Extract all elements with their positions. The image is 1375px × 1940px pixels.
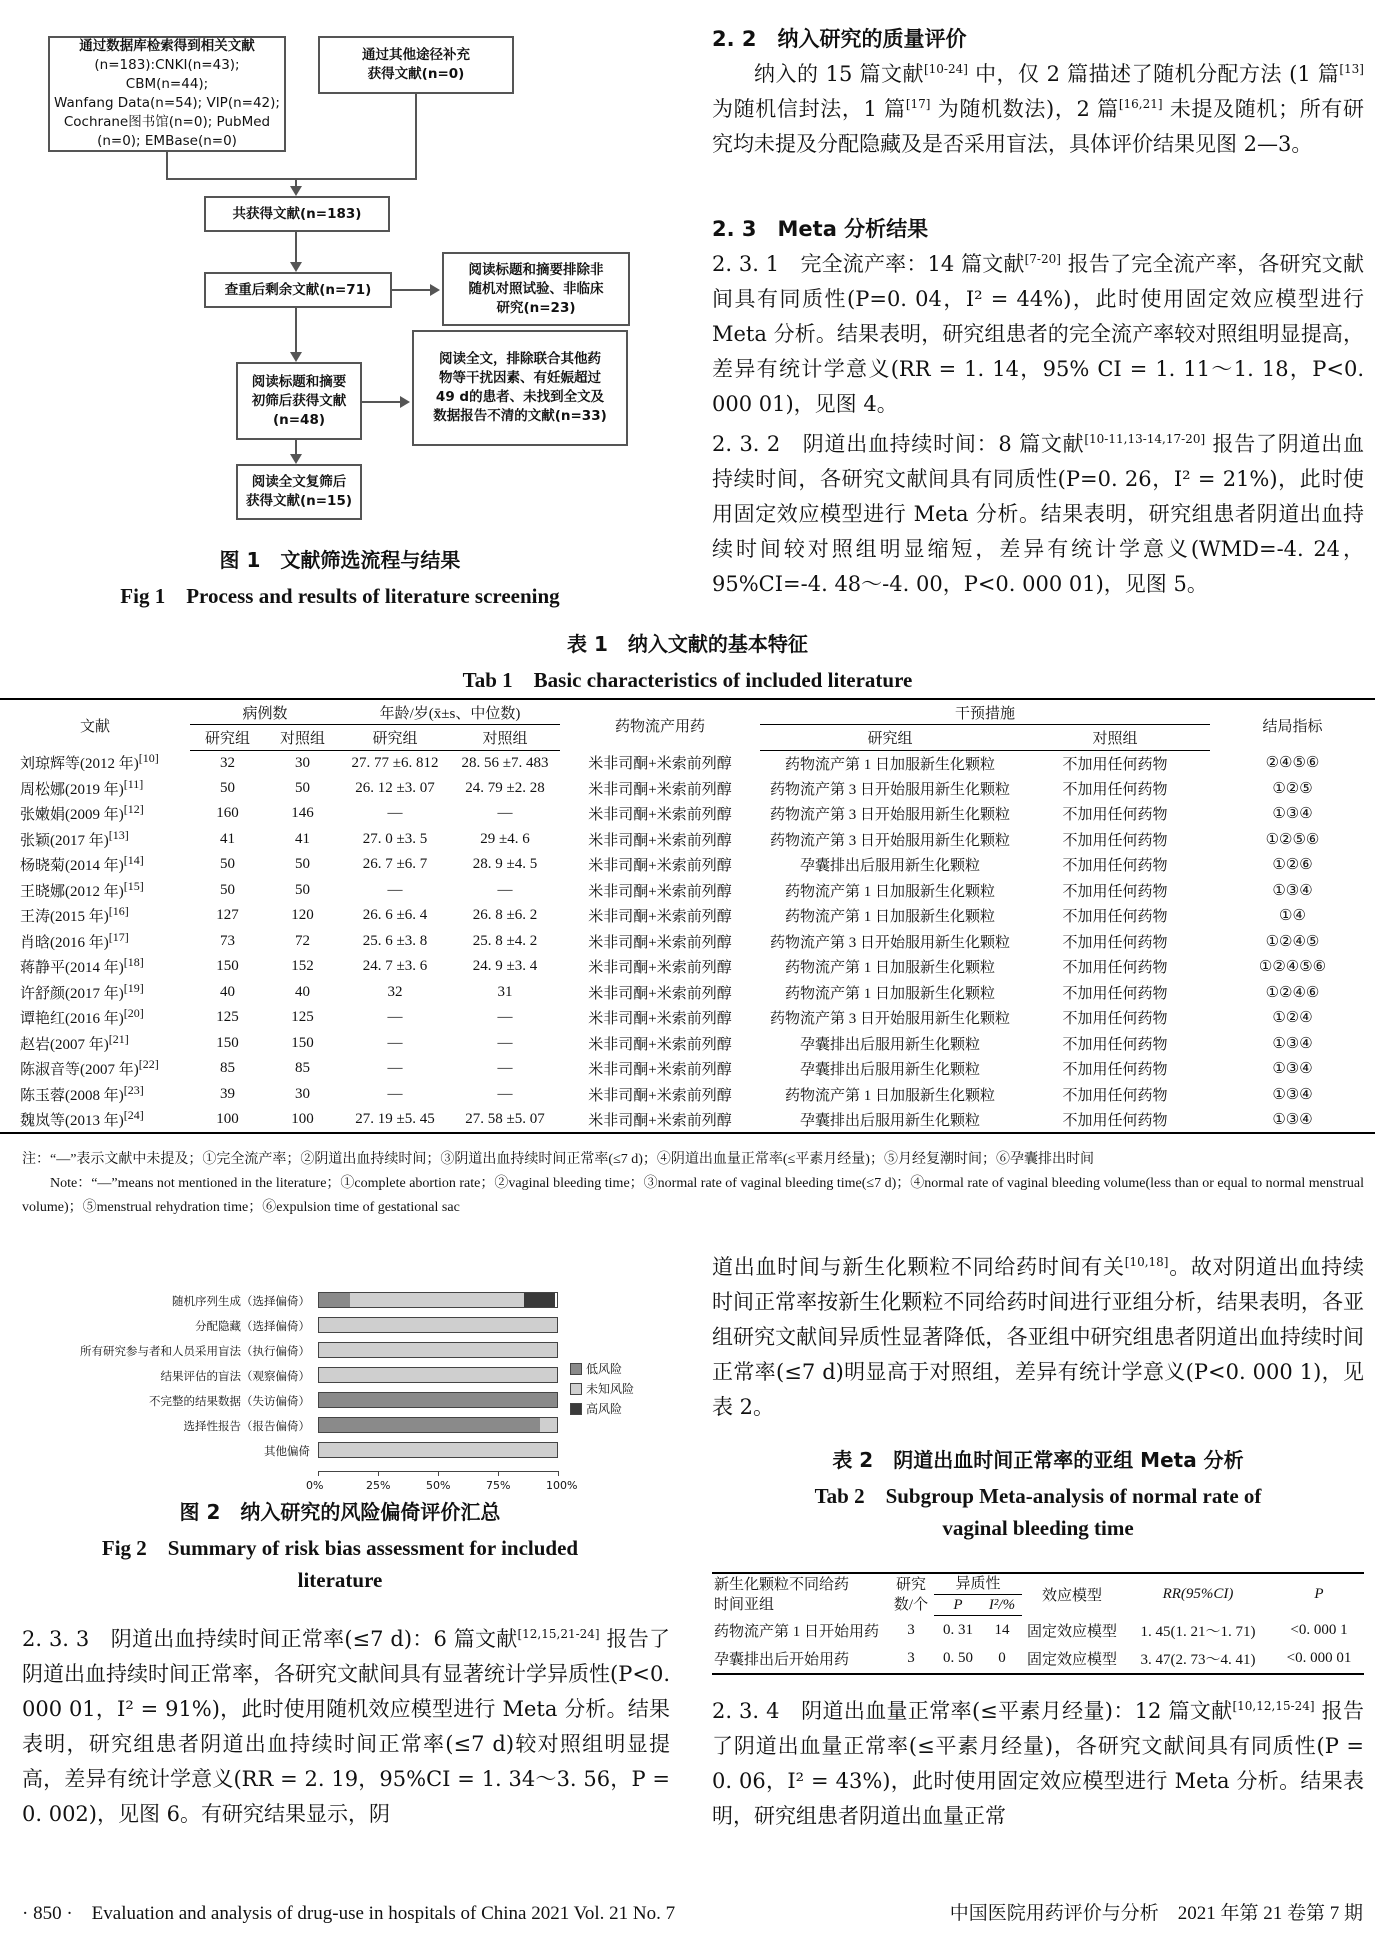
table-cell: 米非司酮+米索前列醇 (588, 1062, 732, 1079)
table-cell: 27. 77 ±6. 812 (351, 754, 439, 771)
table-cell: 50 (220, 881, 235, 898)
table-cell: 150 (291, 1034, 314, 1051)
table-cell: 米非司酮+米索前列醇 (560, 1107, 760, 1133)
table-cell: ①③④ (1272, 1086, 1313, 1103)
table-cell: 40 (295, 983, 310, 1000)
table-row (0, 1082, 1375, 1108)
table-cell: 张颖(2017 年)[13] (20, 827, 129, 849)
table-cell: 药物流产第 1 日加服新生化颗粒 (784, 960, 995, 977)
risk-category-label: 所有研究参与者和人员采用盲法（执行偏倚） (80, 1344, 310, 1358)
table-cell: 许舒颜(2017 年)[19] (20, 980, 144, 1002)
arrow-down-icon (290, 262, 302, 272)
connector-line (362, 401, 402, 403)
th-exp: 研究组 (340, 725, 450, 751)
table-cell: 谭艳红(2016 年)[20] (20, 1006, 144, 1028)
section-2-3-2-text: 2. 3. 2 阴道出血持续时间：8 篇文献[10-11,13-14,17-20] 报告了阴道出血持续时间，各研究文献间具有同质性(P=0. 26，I² = 21%)，此时使用固定效应模型进行 Meta 分析。结果表明，研究组患者阴道出血持续时间较对照组明显缩短，差异有统计学意义(WMD=-4. 24，95%CI=-4. 48～-4. 00，P<0. 000 01)，见图 5。 (712, 432, 1364, 596)
risk-category-label: 选择性报告（报告偏倚） (183, 1419, 310, 1433)
table-cell: ①④ (1279, 908, 1306, 925)
th-ctl: 对照组 (1020, 725, 1210, 751)
table-cell: ①②④ (1272, 1010, 1313, 1027)
risk-bar-segment (319, 1318, 557, 1332)
connector-line (295, 232, 297, 264)
table-cell: 孕囊排出后服用新生化颗粒 (799, 1062, 980, 1079)
table-cell: — (387, 1009, 403, 1026)
table-cell: — (497, 1085, 513, 1102)
table-cell: 24. 7 ±3. 6 (362, 958, 428, 975)
connector-line (295, 308, 297, 354)
risk-category-label: 不完整的结果数据（失访偏倚） (149, 1394, 310, 1408)
table-cell: 100 (190, 1107, 265, 1133)
table-cell: 不加用任何药物 (1062, 909, 1168, 926)
flow-text: 获得文献(n=15) (245, 493, 353, 509)
x-tick-mark (438, 1471, 439, 1476)
table-cell: ①③④ (1210, 1107, 1375, 1133)
table-cell: ②④⑤⑥ (1265, 755, 1320, 772)
table-cell: 孕囊排出后服用新生化颗粒 (799, 1036, 980, 1053)
table-cell: 不加用任何药物 (1062, 858, 1168, 875)
table-cell: 不加用任何药物 (1062, 781, 1168, 798)
flow-box-database (48, 36, 286, 152)
table-cell: 孕囊排出后开始用药 (712, 1645, 888, 1674)
table-1 (0, 698, 1375, 1134)
legend-item (570, 1380, 634, 1397)
table-cell: 27. 19 ±5. 45 (340, 1107, 450, 1133)
flow-box-exclude-2 (412, 330, 628, 446)
legend-label: 高风险 (586, 1402, 623, 1416)
th-ctl: 对照组 (265, 725, 340, 751)
x-tick-label: 100% (546, 1479, 578, 1492)
table-row (0, 878, 1375, 904)
table-cell: ①③④ (1272, 882, 1313, 899)
flow-text: 阅读全文，排除联合其他药 (439, 351, 601, 367)
section-2-2-text: 纳入的 15 篇文献[10-24] 中，仅 2 篇描述了随机分配方法 (1 篇[13] 为随机信封法，1 篇[17] 为随机数法)，2 篇[16,21] 未提及随机；所有研究均未提及分配隐藏及是否采用盲法，具体评价结果见图 2—3。 (712, 62, 1364, 156)
tab2-title-en2: vaginal bleeding time (942, 1516, 1134, 1540)
table-cell: 25. 6 ±3. 8 (362, 932, 428, 949)
risk-bar-segment (319, 1443, 557, 1457)
tab2-title-en1: Tab 2 Subgroup Meta-analysis of normal rate of (814, 1484, 1262, 1508)
table-cell: 150 (216, 958, 239, 975)
risk-bar (318, 1292, 558, 1308)
table-cell: 不加用任何药物 (1062, 985, 1168, 1002)
tab1-note-cn: 注：“—”表示文献中未提及；①完全流产率；②阴道出血持续时间；③阴道出血持续时间正常率(≤7 d)；④阴道出血量正常率(≤平素月经量)；⑤月经复潮时间；⑥孕囊排出时间 (22, 1152, 1094, 1167)
tab1-title-cn: 表 1 纳入文献的基本特征 (567, 632, 808, 656)
fig2-caption-cn: 图 2 纳入研究的风险偏倚评价汇总 (179, 1500, 501, 1524)
table-cell: ①②④⑥ (1265, 984, 1320, 1001)
table-row (0, 801, 1375, 827)
table-cell: 米非司酮+米索前列醇 (588, 1036, 732, 1053)
table-cell: 不加用任何药物 (1062, 807, 1168, 824)
flow-text: 获得文献(n=0) (367, 66, 465, 82)
table-cell: 152 (291, 958, 314, 975)
table-cell: 固定效应模型 (1026, 1623, 1117, 1640)
table-cell: 蒋静平(2014 年)[18] (20, 955, 144, 977)
x-tick-mark (558, 1471, 559, 1476)
table-cell: <0. 000 1 (1290, 1621, 1348, 1638)
table-cell: 30 (295, 754, 310, 771)
connector-line (392, 289, 432, 291)
th-age: 年龄/岁(x̄±s、中位数) (340, 699, 560, 725)
table-cell: 药物流产第 1 日加服新生化颗粒 (784, 985, 995, 1002)
table-cell: 肖晗(2016 年)[17] (20, 929, 129, 951)
th-heterogeneity: 异质性 (934, 1573, 1022, 1595)
risk-bar (318, 1342, 558, 1358)
table-2 (712, 1572, 1364, 1675)
th-count: 研究 数/个 (888, 1573, 934, 1616)
table-cell: 米非司酮+米索前列醇 (588, 934, 732, 951)
table-cell: 28. 9 ±4. 5 (472, 856, 538, 873)
section-2-3-heading: 2. 3 Meta 分析结果 (712, 217, 929, 241)
table-row (0, 954, 1375, 980)
flow-text: 阅读全文复筛后 (251, 474, 347, 490)
table-cell: 不加用任何药物 (1062, 960, 1168, 977)
table-cell: 不加用任何药物 (1020, 1107, 1210, 1133)
flow-text: 研究(n=23) (496, 299, 576, 316)
risk-category-label: 结果评估的盲法（观察偏倚） (160, 1369, 310, 1383)
flow-box-exclude-1 (442, 252, 630, 326)
table-cell: 药物流产第 1 日开始用药 (714, 1623, 880, 1640)
table-cell: 米非司酮+米索前列醇 (588, 883, 732, 900)
table-cell: 85 (220, 1060, 235, 1077)
table-cell: 29 ±4. 6 (480, 830, 530, 847)
table-cell: 27. 0 ±3. 5 (362, 830, 428, 847)
table-cell: 41 (220, 830, 235, 847)
table-cell: 146 (291, 805, 314, 822)
table-cell: 24. 79 ±2. 28 (465, 779, 545, 796)
legend-label: 低风险 (586, 1362, 623, 1376)
fig1-caption-cn: 图 1 文献筛选流程与结果 (219, 548, 461, 572)
connector-line (166, 152, 168, 178)
table-cell: 3. 47(2. 73～4. 41) (1122, 1645, 1274, 1674)
risk-bar-segment (540, 1418, 557, 1432)
th-rr: RR(95%CI) (1122, 1573, 1274, 1616)
connector-line (415, 94, 417, 178)
table-cell: 米非司酮+米索前列醇 (588, 960, 732, 977)
table-cell: 米非司酮+米索前列醇 (588, 1087, 732, 1104)
table-row (0, 1031, 1375, 1057)
flow-text: 随机对照试验、非临床 (468, 280, 604, 297)
table-cell: ①③④ (1272, 806, 1313, 823)
table-row (0, 776, 1375, 802)
table-row (0, 1107, 1375, 1133)
section-2-3-3-text: 2. 3. 3 阴道出血持续时间正常率(≤7 d)：6 篇文献[12,15,21-24] 报告了阴道出血持续时间正常率，各研究文献间具有显著统计学异质性(P<0. 000 01，I² = 91%)，此时使用随机效应模型进行 Meta 分析。结果表明，研究组患者阴道出血持续时间正常率(≤7 d)较对照组明显提高，差异有统计学意义(RR = 2. 19，95%CI = 1. 34～3. 56，P = 0. 002)，见图 6。有研究结果显示，阴 (22, 1627, 670, 1826)
legend-swatch (570, 1403, 582, 1415)
table-cell: 不加用任何药物 (1062, 1036, 1168, 1053)
flow-text: 初筛后获得文献 (251, 392, 347, 409)
table-cell: 药物流产第 3 日开始服用新生化颗粒 (769, 807, 1010, 824)
th-drug: 药物流产用药 (560, 699, 760, 750)
flow-text: 查重后剩余文献(n=71) (224, 281, 372, 298)
table-row (0, 852, 1375, 878)
x-tick-label: 50% (426, 1479, 451, 1492)
flow-text: 阅读标题和摘要 (251, 373, 347, 390)
x-tick-label: 75% (486, 1479, 511, 1492)
th-model: 效应模型 (1022, 1573, 1122, 1616)
risk-bar (318, 1367, 558, 1383)
x-tick-mark (498, 1471, 499, 1476)
connector-line (166, 178, 417, 180)
th-het-p: P (934, 1595, 982, 1616)
table-cell: 28. 56 ±7. 483 (461, 754, 549, 771)
flow-text: (n=0); EMBase(n=0) (97, 133, 237, 149)
flow-text: Wanfang Data(n=54); VIP(n=42); (54, 95, 280, 111)
table-cell: 陈玉蓉(2008 年)[23] (20, 1082, 144, 1104)
risk-bar (318, 1317, 558, 1333)
table-cell: 陈淑音等(2007 年)[22] (20, 1057, 159, 1079)
table-cell: 150 (216, 1034, 239, 1051)
table-cell: 刘琼辉等(2012 年)[10] (20, 751, 159, 773)
table-cell: 不加用任何药物 (1062, 1062, 1168, 1079)
table-cell: 127 (216, 907, 239, 924)
arrow-down-icon (290, 186, 302, 196)
table-cell: 50 (220, 856, 235, 873)
arrow-down-icon (290, 454, 302, 464)
table-cell: 26. 7 ±6. 7 (362, 856, 428, 873)
flow-box-other-sources (318, 36, 514, 94)
legend-swatch (570, 1383, 582, 1395)
arrow-right-icon (400, 396, 410, 408)
fig1-caption-en: Fig 1 Process and results of literature screening (120, 584, 560, 608)
table-cell: 50 (295, 779, 310, 796)
table-cell: 不加用任何药物 (1062, 934, 1168, 951)
x-tick-label: 25% (366, 1479, 391, 1492)
th-pvalue: P (1274, 1573, 1364, 1616)
footer-right: 中国医院用药评价与分析 2021 年第 21 卷第 7 期 (949, 1903, 1363, 1924)
table-cell: 0. 31 (943, 1621, 973, 1638)
flow-box-dedup (204, 272, 392, 308)
table-row (712, 1645, 1364, 1674)
table-cell: ①②⑥ (1272, 857, 1313, 874)
table-cell: 米非司酮+米索前列醇 (588, 832, 732, 849)
table-cell: 40 (220, 983, 235, 1000)
risk-category-label: 随机序列生成（选择偏倚） (172, 1294, 310, 1308)
table-row (0, 827, 1375, 853)
table-cell: — (387, 881, 403, 898)
th-intervention: 干预措施 (760, 699, 1210, 725)
table-cell: 米非司酮+米索前列醇 (588, 807, 732, 824)
flow-text: (n=183):CNKI(n=43); CBM(n=44); (94, 57, 240, 92)
table-cell: 孕囊排出后服用新生化颗粒 (760, 1107, 1020, 1133)
table-cell: <0. 000 01 (1274, 1645, 1364, 1674)
th-outcome: 结局指标 (1210, 699, 1375, 750)
section-2-2-heading: 2. 2 纳入研究的质量评价 (712, 27, 967, 51)
table-cell: 85 (295, 1060, 310, 1077)
th-ctl: 对照组 (450, 725, 560, 751)
arrow-down-icon (290, 352, 302, 362)
risk-bar-segment (319, 1418, 540, 1432)
flow-text: Cochrane图书馆(n=0); PubMed (63, 114, 271, 130)
table-row (0, 929, 1375, 955)
table-cell: 米非司酮+米索前列醇 (588, 909, 732, 926)
table-cell: 100 (265, 1107, 340, 1133)
table-cell: 米非司酮+米索前列醇 (588, 1011, 732, 1028)
table-cell: ①②④⑤ (1265, 933, 1320, 950)
table-cell: 72 (295, 932, 310, 949)
table-cell: 赵岩(2007 年)[21] (20, 1031, 129, 1053)
x-tick-mark (318, 1471, 319, 1476)
table-cell: 0. 50 (934, 1645, 982, 1674)
table-cell: 1. 45(1. 21～1. 71) (1140, 1623, 1256, 1640)
risk-bar-segment (524, 1293, 555, 1307)
table-row (0, 1056, 1375, 1082)
table-cell: 120 (291, 907, 314, 924)
flow-text: (n=48) (272, 411, 326, 428)
flow-box-screen (236, 362, 362, 440)
table-cell: 不加用任何药物 (1062, 756, 1168, 773)
fig2-caption-en1: Fig 2 Summary of risk bias assessment for included (101, 1536, 579, 1560)
arrow-right-icon (430, 284, 440, 296)
x-tick-mark (378, 1471, 379, 1476)
table-cell: 药物流产第 1 日加服新生化颗粒 (784, 883, 995, 900)
flow-text: 物等干扰因素、有妊娠超过 (439, 370, 601, 386)
table-cell: 0 (982, 1645, 1022, 1674)
th-study: 文献 (0, 699, 190, 750)
table-cell: 不加用任何药物 (1062, 1011, 1168, 1028)
table-cell: 固定效应模型 (1022, 1645, 1122, 1674)
risk-bar-segment (350, 1293, 524, 1307)
flow-box-total (204, 196, 390, 232)
table-cell: — (387, 805, 403, 822)
table-cell: 周松娜(2019 年)[11] (20, 776, 144, 798)
table-cell: 26. 8 ±6. 2 (472, 907, 538, 924)
table-cell: ①②⑤ (1272, 780, 1313, 797)
flow-text: 通过其他途径补充 (362, 47, 470, 63)
table-cell: 26. 12 ±3. 07 (355, 779, 435, 796)
table-row (0, 750, 1375, 776)
table-cell: 不加用任何药物 (1062, 832, 1168, 849)
flow-text: 49 d的患者、未找到全文及 (435, 389, 605, 405)
tab1-title-en: Tab 1 Basic characteristics of included literature (462, 668, 913, 692)
risk-bar (318, 1442, 558, 1458)
table-cell: 39 (220, 1085, 235, 1102)
section-2-3-4-text: 2. 3. 4 阴道出血量正常率(≤平素月经量)：12 篇文献[10,12,15-24] 报告了阴道出血量正常率(≤平素月经量)，各研究文献间具有同质性(P = 0. 06，I² = 43%)，此时使用固定效应模型进行 Meta 分析。结果表明，研究组患者阴道出血量正常 (712, 1699, 1364, 1828)
flow-text: 数据报告不清的文献(n=33) (433, 408, 607, 424)
table-cell: — (497, 805, 513, 822)
risk-bar (318, 1417, 558, 1433)
table-cell: 米非司酮+米索前列醇 (588, 858, 732, 875)
table-cell: — (387, 1060, 403, 1077)
table-row (0, 980, 1375, 1006)
th-exp: 研究组 (190, 725, 265, 751)
table-cell: ①②⑤⑥ (1265, 831, 1320, 848)
table-cell: — (387, 1034, 403, 1051)
fig2-caption-en2: literature (297, 1568, 383, 1592)
table-cell: 41 (295, 830, 310, 847)
table-cell: 32 (220, 754, 235, 771)
th-exp: 研究组 (760, 725, 1020, 751)
flow-text: 共获得文献(n=183) (232, 205, 362, 222)
table-cell: 米非司酮+米索前列醇 (588, 985, 732, 1002)
table-cell: 魏岚等(2013 年)[24] (0, 1107, 190, 1133)
table-row (712, 1616, 1364, 1645)
x-tick-label: 0% (306, 1479, 324, 1492)
table-cell: 27. 58 ±5. 07 (450, 1107, 560, 1133)
risk-bar-segment (319, 1343, 557, 1357)
risk-category-label: 其他偏倚 (264, 1444, 310, 1458)
table-cell: 杨晓菊(2014 年)[14] (20, 853, 144, 875)
table-cell: 药物流产第 3 日开始服用新生化颗粒 (769, 934, 1010, 951)
table-cell: 米非司酮+米索前列醇 (588, 756, 732, 773)
tab1-note-en: Note：“—”means not mentioned in the literature；①complete abortion rate；②vaginal bleeding time；③normal rate of vaginal bleeding time(≤7 d)；④normal rate of vaginal bleeding volume(less than or equal to normal menstrual volume)；⑤menstrual rehydration time；⑥expulsion time of gestational sac (22, 1176, 1364, 1215)
risk-bar (318, 1392, 558, 1408)
legend-swatch (570, 1363, 582, 1375)
table-row (0, 1005, 1375, 1031)
legend-item (570, 1360, 622, 1377)
flow-text: 通过数据库检索得到相关文献 (79, 38, 255, 54)
tab1-notes (22, 1148, 1364, 1220)
table-cell: 药物流产第 3 日开始服用新生化颗粒 (769, 781, 1010, 798)
section-2-3-3-continued: 道出血时间与新生化颗粒不同给药时间有关[10,18]。故对阴道出血持续时间正常率按新生化颗粒不同给药时间进行亚组分析，结果表明，各亚组研究文献间异质性显著降低，各亚组中研究组患者阴道出血持续时间正常率(≤7 d)明显高于对照组，差异有统计学意义(P<0. 000 1)，见表 2。 (712, 1255, 1365, 1419)
table-cell: 3 (888, 1645, 934, 1674)
th-het-i2: I²/% (982, 1595, 1022, 1616)
table-cell: 50 (295, 856, 310, 873)
table-cell: 30 (295, 1085, 310, 1102)
risk-bar-segment (319, 1293, 350, 1307)
table-cell: 米非司酮+米索前列醇 (588, 781, 732, 798)
table-cell: ①③④ (1272, 1061, 1313, 1078)
flow-text: 阅读标题和摘要排除非 (468, 261, 604, 278)
table-cell: 24. 9 ±3. 4 (472, 958, 538, 975)
table-cell: ①③④ (1272, 1035, 1313, 1052)
table-cell: 125 (216, 1009, 239, 1026)
risk-bar-segment (319, 1393, 557, 1407)
table-cell: — (387, 1085, 403, 1102)
section-2-3-1-text: 2. 3. 1 完全流产率：14 篇文献[7-20] 报告了完全流产率，各研究文献间具有同质性(P=0. 04，I² = 44%)，此时使用固定效应模型进行 Meta 分析。结果表明，研究组患者的完全流产率较对照组明显提高，差异有统计学意义(RR = 1. 14，95% CI = 1. 11～1. 18，P<0. 000 01)，见图 4。 (712, 252, 1364, 416)
table-cell: 14 (994, 1621, 1010, 1638)
table-cell: 药物流产第 3 日开始服用新生化颗粒 (769, 1011, 1010, 1028)
table-cell: 50 (295, 881, 310, 898)
table-cell: 25. 8 ±4. 2 (472, 932, 538, 949)
table-cell: 药物流产第 1 日加服新生化颗粒 (784, 756, 995, 773)
table-row (0, 903, 1375, 929)
table-cell: 125 (291, 1009, 314, 1026)
risk-bar-segment (319, 1368, 557, 1382)
table-cell: 26. 6 ±6. 4 (362, 907, 428, 924)
tab2-title-cn: 表 2 阴道出血时间正常率的亚组 Meta 分析 (832, 1448, 1244, 1472)
th-subgroup: 新生化颗粒不同给药 时间亚组 (712, 1573, 888, 1616)
table-cell: 不加用任何药物 (1062, 1087, 1168, 1104)
legend-item (570, 1400, 622, 1417)
table-cell: 孕囊排出后服用新生化颗粒 (799, 858, 980, 875)
table-cell: — (497, 881, 513, 898)
table-cell: 药物流产第 1 日加服新生化颗粒 (784, 1087, 995, 1104)
table-cell: ①②④⑤⑥ (1258, 959, 1327, 976)
table-cell: 药物流产第 3 日开始服用新生化颗粒 (769, 832, 1010, 849)
table-cell: — (497, 1060, 513, 1077)
table-cell: 3 (907, 1621, 915, 1638)
table-cell: 73 (220, 932, 235, 949)
table-cell: 不加用任何药物 (1062, 883, 1168, 900)
table-cell: 31 (497, 983, 513, 1000)
risk-category-label: 分配隐藏（选择偏倚） (195, 1319, 310, 1333)
table-cell: 160 (216, 805, 239, 822)
table-cell: — (497, 1009, 513, 1026)
table-cell: 王涛(2015 年)[16] (20, 904, 129, 926)
th-cases: 病例数 (190, 699, 340, 725)
flow-box-final (236, 464, 362, 520)
table-cell: 50 (220, 779, 235, 796)
footer-left: · 850 · Evaluation and analysis of drug-use in hospitals of China 2021 Vol. 21 No. 7 (22, 1903, 676, 1924)
table-cell: 药物流产第 1 日加服新生化颗粒 (784, 909, 995, 926)
table-cell: 王晓娜(2012 年)[15] (20, 878, 144, 900)
risk-bias-chart (0, 1262, 680, 1492)
table-cell: — (497, 1034, 513, 1051)
legend-label: 未知风险 (586, 1382, 635, 1396)
table-cell: 32 (387, 983, 403, 1000)
table-cell: 张嫩娟(2009 年)[12] (20, 802, 144, 824)
